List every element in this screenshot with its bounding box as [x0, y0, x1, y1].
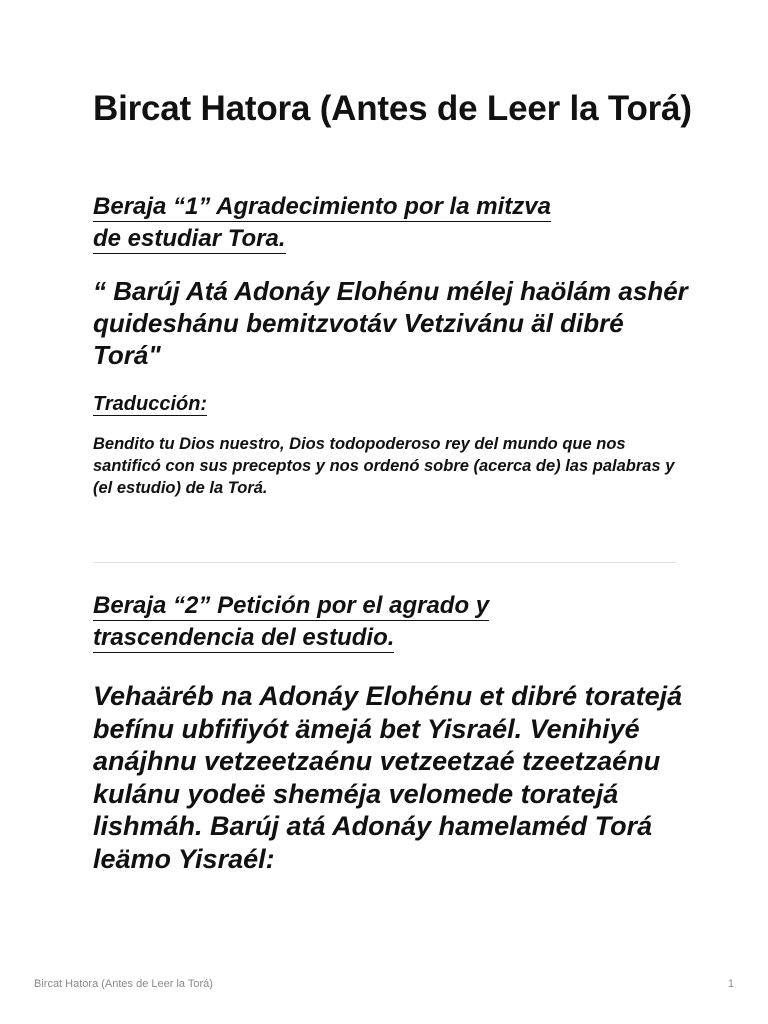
footer-document-title: Bircat Hatora (Antes de Leer la Torá): [34, 978, 213, 990]
translation-label-text: Traducción:: [93, 393, 208, 415]
section-2: [93, 590, 693, 875]
section-2-heading-line-2: trascendencia del estudio.: [93, 624, 395, 651]
section-2-heading: [93, 590, 693, 654]
translation-text: Bendito tu Dios nuestro, Dios todopoderoso rey del mundo que nos santificó con sus preceptos y nos ordenó sobre (acerca de) las palabras y (el estudio) de la Torá.: [93, 435, 675, 497]
section-1-heading-line-1: Beraja “1” Agradecimiento por la mitzva: [93, 193, 551, 220]
translation-label: [93, 391, 693, 417]
section-1-heading: [93, 191, 693, 255]
section-divider: [93, 562, 676, 563]
page-title: Bircat Hatora (Antes de Leer la Torá): [93, 89, 692, 128]
section-1-heading-line-2: de estudiar Tora.: [93, 225, 286, 252]
section-2-blessing: Vehaäréb na Adonáy Elohénu et dibré toratejá befínu ubfifiyót ämejá bet Yisraél. Venihiyé anájhnu vetzeetzaénu vetzeetzaé tzeetzaénu kulánu yodeë sheméja velomede toratejá lishmáh. Barúj atá Adonáy hamelaméd Torá leämo Yisraél:: [93, 681, 683, 874]
section-2-heading-line-1: Beraja “2” Petición por el agrado y: [93, 592, 490, 619]
footer-page-number: 1: [727, 978, 734, 990]
page-content: [93, 88, 693, 499]
section-1-blessing: “ Barúj Atá Adonáy Elohénu mélej haölám ashér quideshánu bemitzvotáv Vetzivánu äl dibré Torá": [93, 276, 688, 370]
